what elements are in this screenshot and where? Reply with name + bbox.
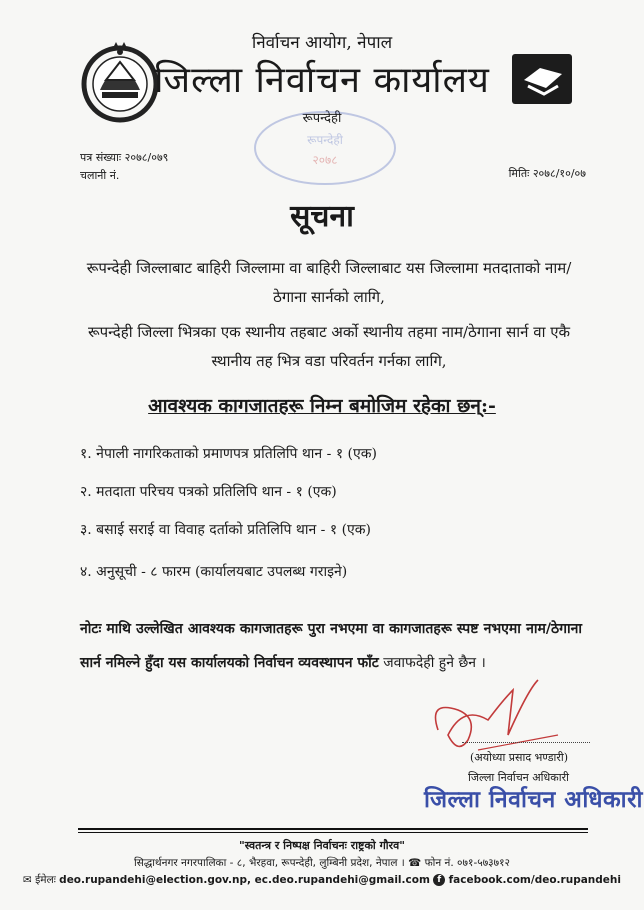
document-item-4: ४. अनुसूची - ८ फारम (कार्यालयबाट उपलब्ध गराइने)	[80, 564, 348, 580]
phone-icon: ☎	[408, 857, 422, 869]
footer-emails[interactable]: deo.rupandehi@election.gov.np, ec.deo.rupandehi@gmail.com	[59, 874, 430, 886]
footer-divider-thin	[78, 832, 588, 833]
office-name: जिल्ला निर्वाचन कार्यालय	[154, 60, 490, 101]
notice-title: सूचना	[290, 199, 354, 234]
notice-date: मितिः २०७८/१०/०७	[508, 167, 586, 180]
dispatch-number: चलानी नं.	[80, 169, 120, 182]
note-bold-section: निर्वाचन व्यवस्थापन फाँट	[253, 655, 379, 671]
footer-phone: फोन नं. ०७१-५७३७१२	[424, 857, 510, 869]
notice-paragraph-1: रूपन्देही जिल्लाबाट बाहिरी जिल्लामा वा बाहिरी जिल्लाबाट यस जिल्लामा मतदाताको नाम/ठेगाना सार्नको लागि,	[86, 259, 572, 306]
footer-address: सिद्धार्थनगर नगरपालिका - ८, भैरहवा, रूपन्देही, लुम्बिनी प्रदेश, नेपाल ।	[134, 857, 405, 869]
footer-slogan: "स्वतन्त्र र निष्पक्ष निर्वाचनः राष्ट्रको गौरव"	[238, 839, 405, 852]
footer-address-line	[0, 856, 644, 870]
signatory-title: जिल्ला निर्वाचन अधिकारी	[468, 771, 569, 784]
stamp-text-year: २०७८	[312, 153, 338, 167]
note-label-start: नोटः माथि उल्लेखित आवश्यक कागजातहरू पुरा नभएमा वा कागजातहरू स्पष्ट नभएमा नाम/ठेगाना सार्न नमिल्ने हुँदा यस कार्यालयको	[80, 621, 582, 671]
footer-facebook[interactable]: facebook.com/deo.rupandehi	[448, 874, 621, 886]
footer-email-label: ईमेलः	[35, 874, 56, 886]
signatory-name: (अयोध्या प्रसाद भण्डारी)	[470, 751, 568, 764]
signatory-stamp: जिल्ला निर्वाचन अधिकारी	[424, 786, 643, 813]
footer-divider	[78, 828, 588, 830]
signature-line	[462, 742, 590, 743]
footer-contact-line	[0, 873, 644, 887]
handwritten-signature	[418, 660, 588, 760]
office-seal-stamp	[250, 108, 400, 188]
notice-paragraph-2: रूपन्देही जिल्ला भित्रका एक स्थानीय तहबाट अर्को स्थानीय तहमा नाम/ठेगाना सार्न वा एकै स्थानीय तह भित्र वडा परिवर्तन गर्नका लागि,	[87, 323, 571, 370]
document-item-3: ३. बसाई सराई वा विवाह दर्ताको प्रतिलिपि थान - १ (एक)	[80, 522, 371, 538]
required-documents-heading: आवश्यक कागजातहरू निम्न बमोजिम रहेका छन्:-	[148, 395, 496, 417]
document-item-2: २. मतदाता परिचय पत्रको प्रतिलिपि थान - १ (एक)	[80, 484, 337, 500]
note-end: जवाफदेही हुने छैन ।	[378, 655, 486, 671]
document-item-1: १. नेपाली नागरिकताको प्रमाणपत्र प्रतिलिपि थान - १ (एक)	[80, 446, 377, 462]
letter-number: पत्र संख्याः २०७८/०७९	[80, 151, 169, 164]
stamp-text-district: रूपन्देही	[307, 133, 343, 147]
district-name: रूपन्देही	[302, 111, 342, 126]
facebook-icon: f	[433, 874, 445, 886]
email-icon: ✉	[22, 874, 32, 886]
commission-name: निर्वाचन आयोग, नेपाल	[251, 33, 393, 53]
